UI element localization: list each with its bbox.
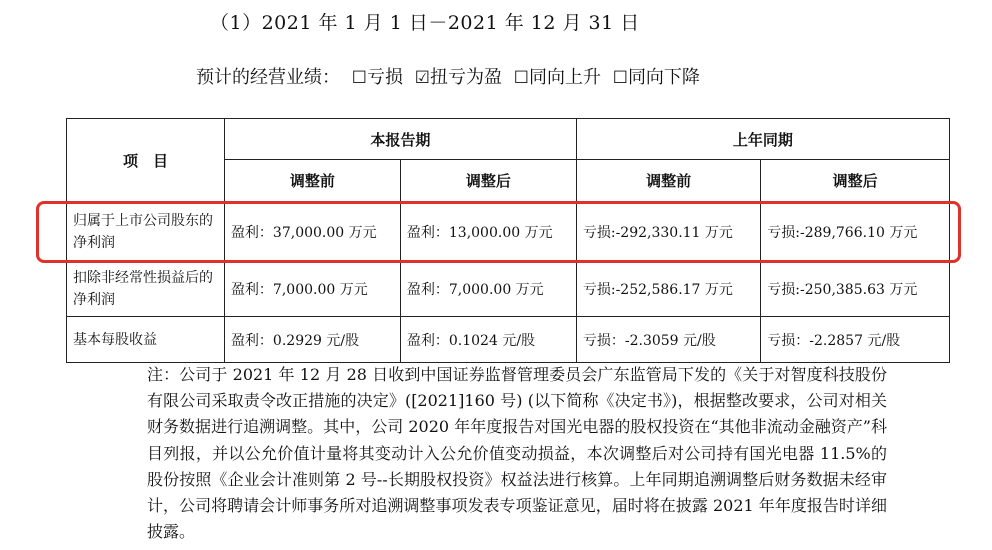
- header-current-after: 调整后: [400, 160, 576, 202]
- prior-after-value: 亏损：-2.2857 元/股: [761, 317, 950, 363]
- option-loss[interactable]: [352, 67, 403, 88]
- option-label: 亏损: [366, 67, 403, 88]
- table-row: [67, 317, 950, 363]
- prior-after-value: 亏损:-289,766.10 万元: [761, 202, 950, 262]
- checkbox-icon[interactable]: ☐: [351, 68, 367, 88]
- period-heading: （1）2021 年 1 月 1 日－2021 年 12 月 31 日: [210, 12, 640, 34]
- option-increase[interactable]: [514, 67, 601, 88]
- current-before-value: 盈利：0.2929 元/股: [224, 317, 400, 363]
- checkbox-icon[interactable]: ☐: [513, 68, 529, 88]
- row-item: 基本每股收益: [67, 317, 225, 363]
- header-prior-before: 调整前: [576, 160, 760, 202]
- current-after-value: 盈利：7,000.00 万元: [400, 262, 576, 317]
- header-item: 项 目: [67, 119, 225, 202]
- prior-before-value: 亏损:-252,586.17 万元: [576, 262, 760, 317]
- header-current-before: 调整前: [224, 160, 400, 202]
- option-decrease[interactable]: [613, 67, 700, 88]
- table-row: [67, 202, 950, 262]
- header-prior-period: 上年同期: [576, 119, 949, 160]
- table-row: [67, 262, 950, 317]
- performance-table: [66, 118, 950, 363]
- prior-after-value: 亏损:-250,385.63 万元: [761, 262, 950, 317]
- checked-checkbox-icon[interactable]: ☑: [414, 68, 430, 88]
- current-after-value: 盈利：13,000.00 万元: [400, 202, 576, 262]
- header-prior-after: 调整后: [761, 160, 950, 202]
- row-item: 扣除非经常性损益后的净利润: [67, 262, 225, 317]
- forecast-line: [196, 63, 700, 89]
- option-label: 同向下降: [627, 67, 700, 88]
- current-before-value: 盈利：37,000.00 万元: [224, 202, 400, 262]
- note-paragraph: 注：公司于 2021 年 12 月 28 日收到中国证券监督管理委员会广东监管局下发的《关于对智度科技股份有限公司采取责令改正措施的决定》([2021]160 号) (以下简称《决定书》)，根据整改要求，公司对相关财务数据进行追溯调整。其中，公司 2020 年年度报告对国光电器的股权投资在“其他非流动金融资产”科目列报，并以公允价值计量将其变动计入公允价值变动损益，本次调整后对公司持有国光电器 11.5%的股份按照《企业会计准则第 2 号--长期股权投资》权益法进行核算。上年同期追溯调整后财务数据未经审计，公司将聘请会计师事务所对追溯调整事项发表专项鉴证意见，届时将在披露 2021 年年度报告时详细披露。: [147, 365, 887, 542]
- option-label: 扭亏为盈: [429, 67, 502, 88]
- current-before-value: 盈利：7,000.00 万元: [224, 262, 400, 317]
- prior-before-value: 亏损:-292,330.11 万元: [576, 202, 760, 262]
- prior-before-value: 亏损：-2.3059 元/股: [576, 317, 760, 363]
- table-header-row: [67, 119, 950, 160]
- forecast-label: 预计的经营业绩：: [196, 67, 340, 88]
- checkbox-icon[interactable]: ☐: [612, 68, 628, 88]
- option-turnaround[interactable]: [415, 67, 502, 88]
- header-current-period: 本报告期: [224, 119, 576, 160]
- row-item: 归属于上市公司股东的净利润: [67, 202, 225, 262]
- current-after-value: 盈利：0.1024 元/股: [400, 317, 576, 363]
- option-label: 同向上升: [528, 67, 601, 88]
